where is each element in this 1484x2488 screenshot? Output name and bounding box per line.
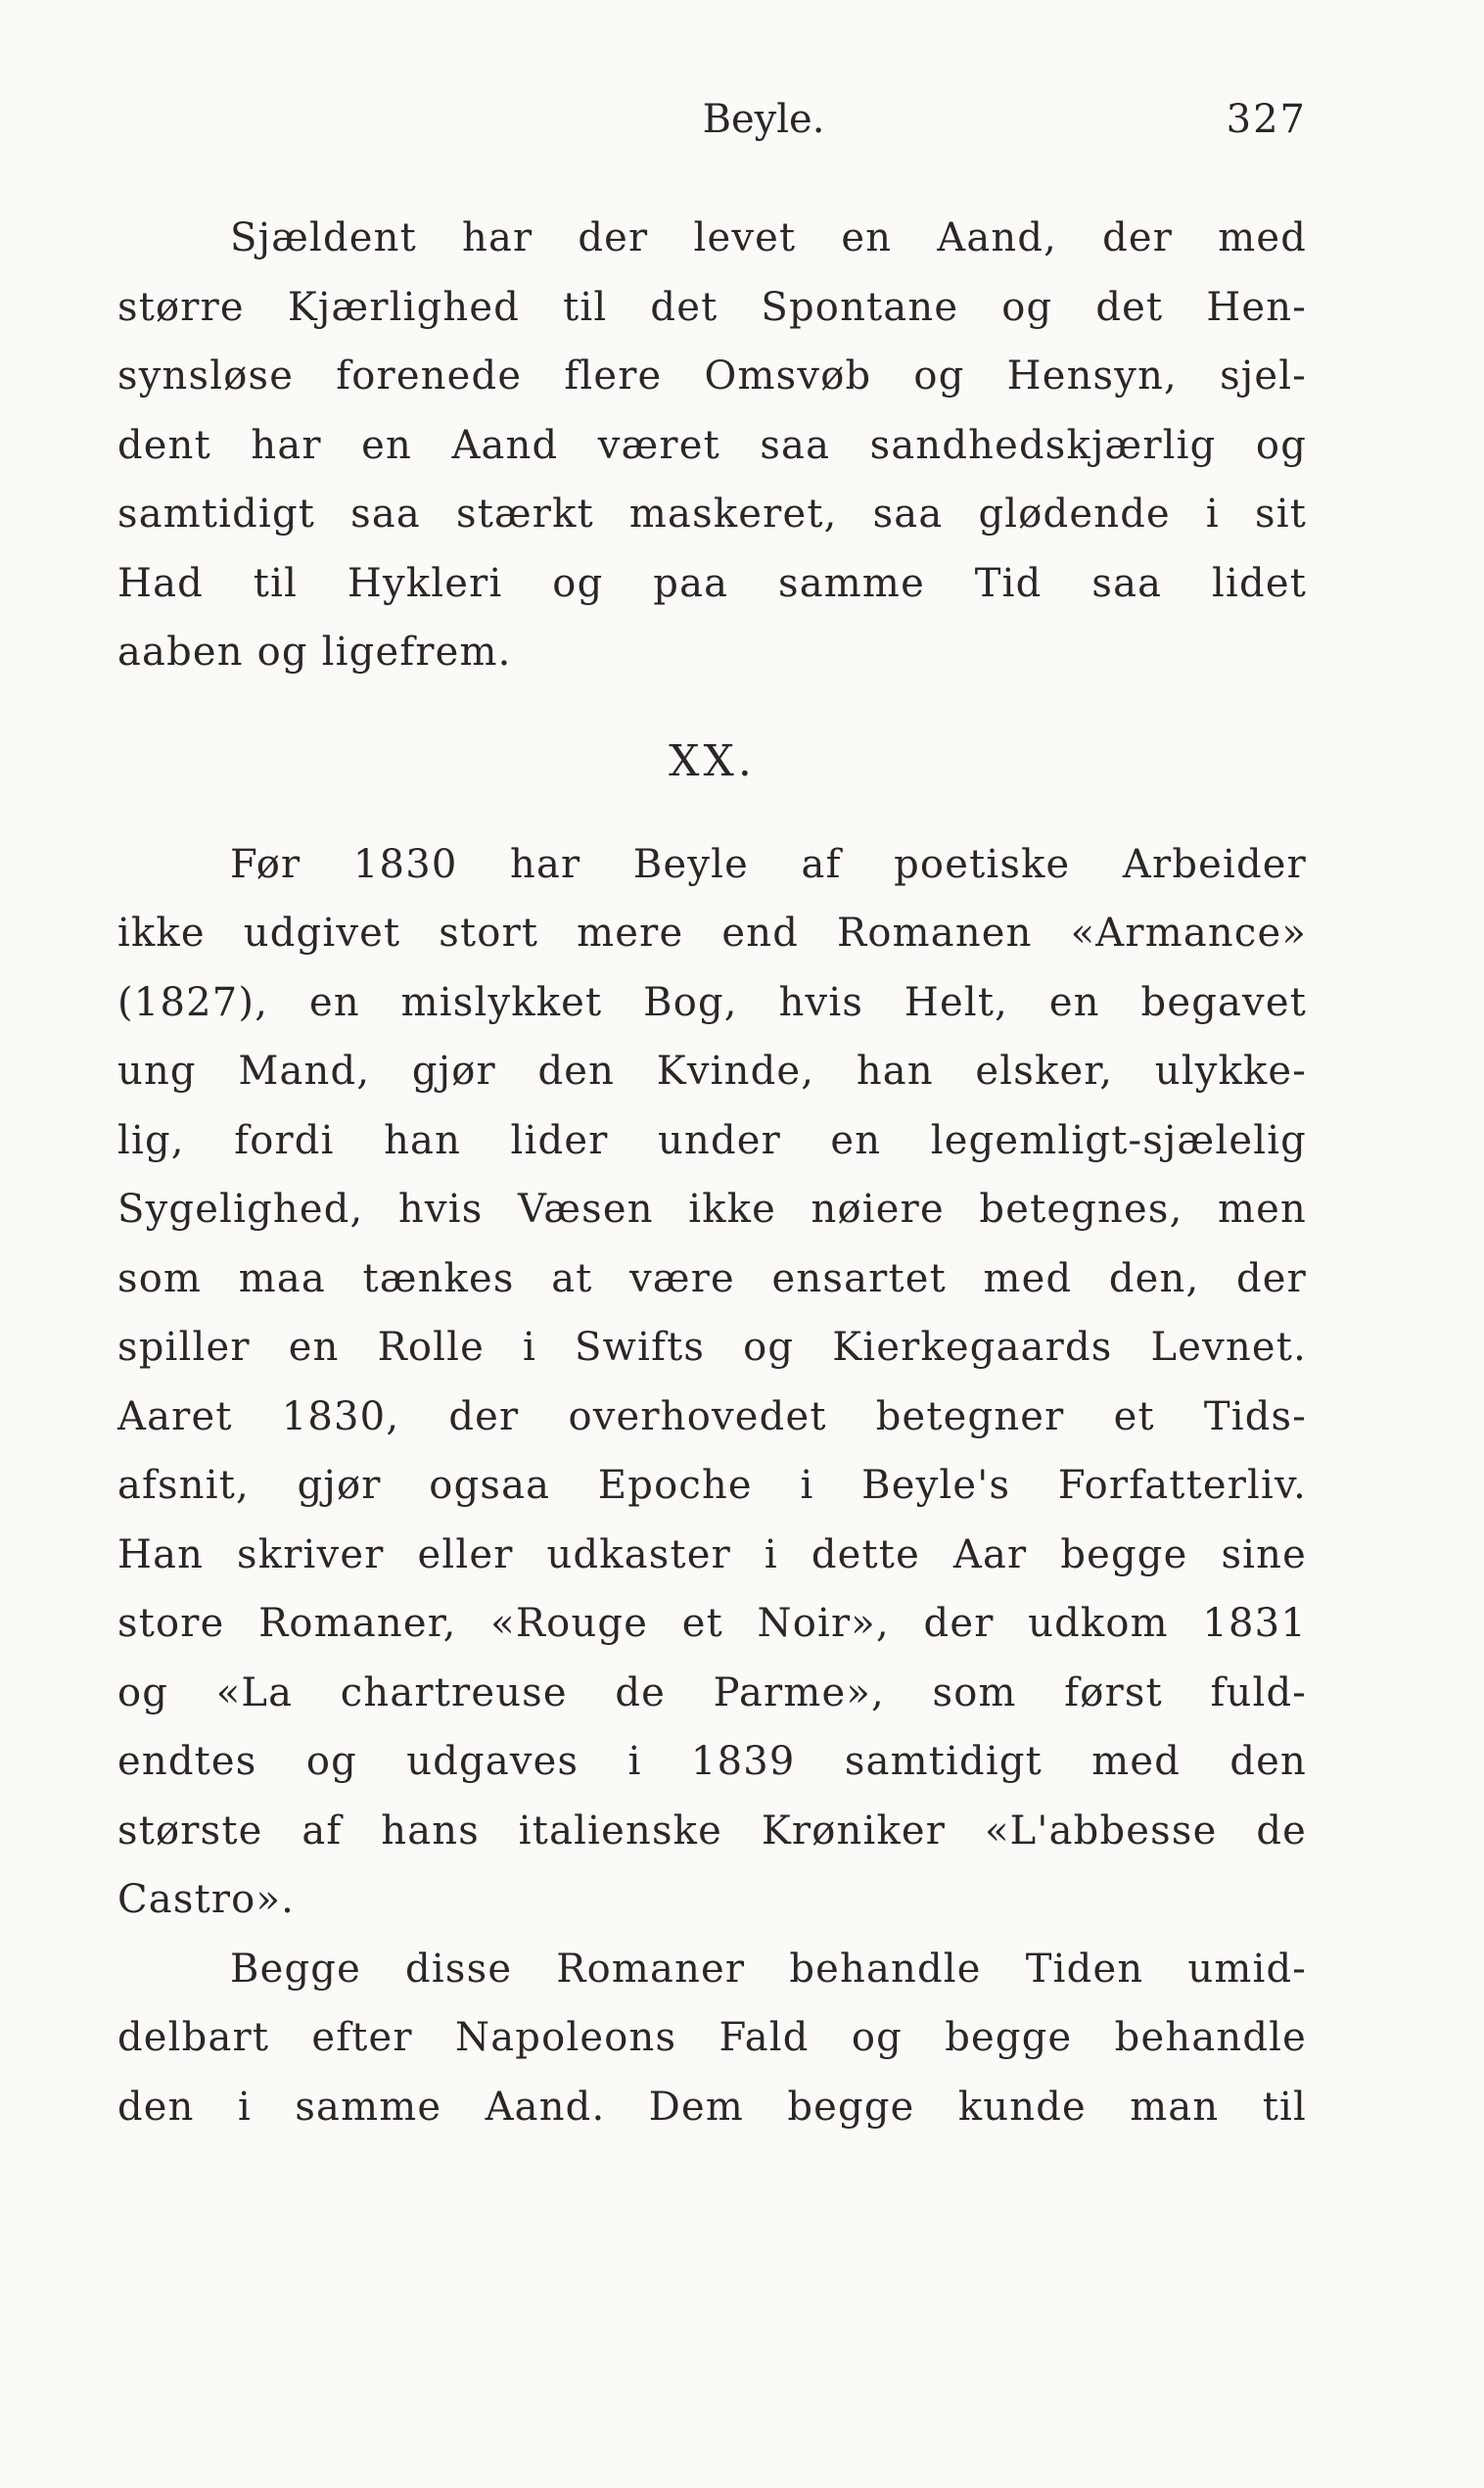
page-number: 327	[1226, 97, 1307, 142]
text-line: (1827), en mislykket Bog, hvis Helt, en begavet	[117, 979, 1307, 1025]
text-line: aaben og ligefrem.	[117, 630, 512, 675]
text-line: Sygelighed, hvis Væsen ikke nøiere betegnes, men	[117, 1187, 1307, 1232]
text-line: ikke udgivet stort mere end Romanen «Armance»	[117, 911, 1307, 956]
text-line: Sjældent har der levet en Aand, der med	[230, 215, 1307, 260]
text-line: synsløse forenede flere Omsvøb og Hensyn, sjel-	[117, 353, 1307, 399]
text-line: lig, fordi han lider under en legemligt-sjælelig	[117, 1117, 1307, 1163]
text-line: den i samme Aand. Dem begge kunde man til	[117, 2084, 1307, 2130]
text-line: dent har en Aand været saa sandhedskjærlig og	[117, 422, 1307, 468]
section-heading: XX.	[669, 735, 756, 786]
body-text	[117, 204, 1307, 2141]
text-line: spiller en Rolle i Swifts og Kierkegaards Levnet.	[117, 1325, 1307, 1370]
text-line: Aaret 1830, der overhovedet betegner et Tids-	[117, 1393, 1307, 1439]
text-line: store Romaner, «Rouge et Noir», der udkom 1831	[117, 1601, 1307, 1646]
paragraph-3	[117, 1935, 1307, 2142]
text-line: endtes og udgaves i 1839 samtidigt med den	[117, 1739, 1307, 1784]
text-line: største af hans italienske Krøniker «L'abbesse de	[117, 1807, 1307, 1854]
paragraph-2	[117, 830, 1307, 1935]
paragraph-1	[117, 204, 1307, 687]
text-line: som maa tænkes at være ensartet med den, der	[117, 1255, 1307, 1301]
text-line: Begge disse Romaner behandle Tiden umid-	[230, 1946, 1307, 1992]
text-line: afsnit, gjør ogsaa Epoche i Beyle's Forfatterliv.	[117, 1463, 1307, 1508]
text-line: Før 1830 har Beyle af poetiske Arbeider	[230, 841, 1307, 887]
text-line: ung Mand, gjør den Kvinde, han elsker, ulykke-	[117, 1049, 1307, 1094]
text-line: Castro».	[117, 1877, 296, 1922]
text-line: og «La chartreuse de Parme», som først fuld-	[117, 1669, 1307, 1715]
text-line: samtidigt saa stærkt maskeret, saa glødende i sit	[117, 492, 1307, 537]
text-line: Had til Hykleri og paa samme Tid saa lidet	[117, 560, 1307, 606]
text-line: Han skriver eller udkaster i dette Aar begge sine	[117, 1531, 1307, 1577]
running-head: Beyle.	[702, 97, 825, 142]
page-header	[117, 90, 1307, 149]
text-line: delbart efter Napoleons Fald og begge behandle	[117, 2015, 1307, 2060]
text-line: større Kjærlighed til det Spontane og det Hen-	[117, 284, 1307, 330]
